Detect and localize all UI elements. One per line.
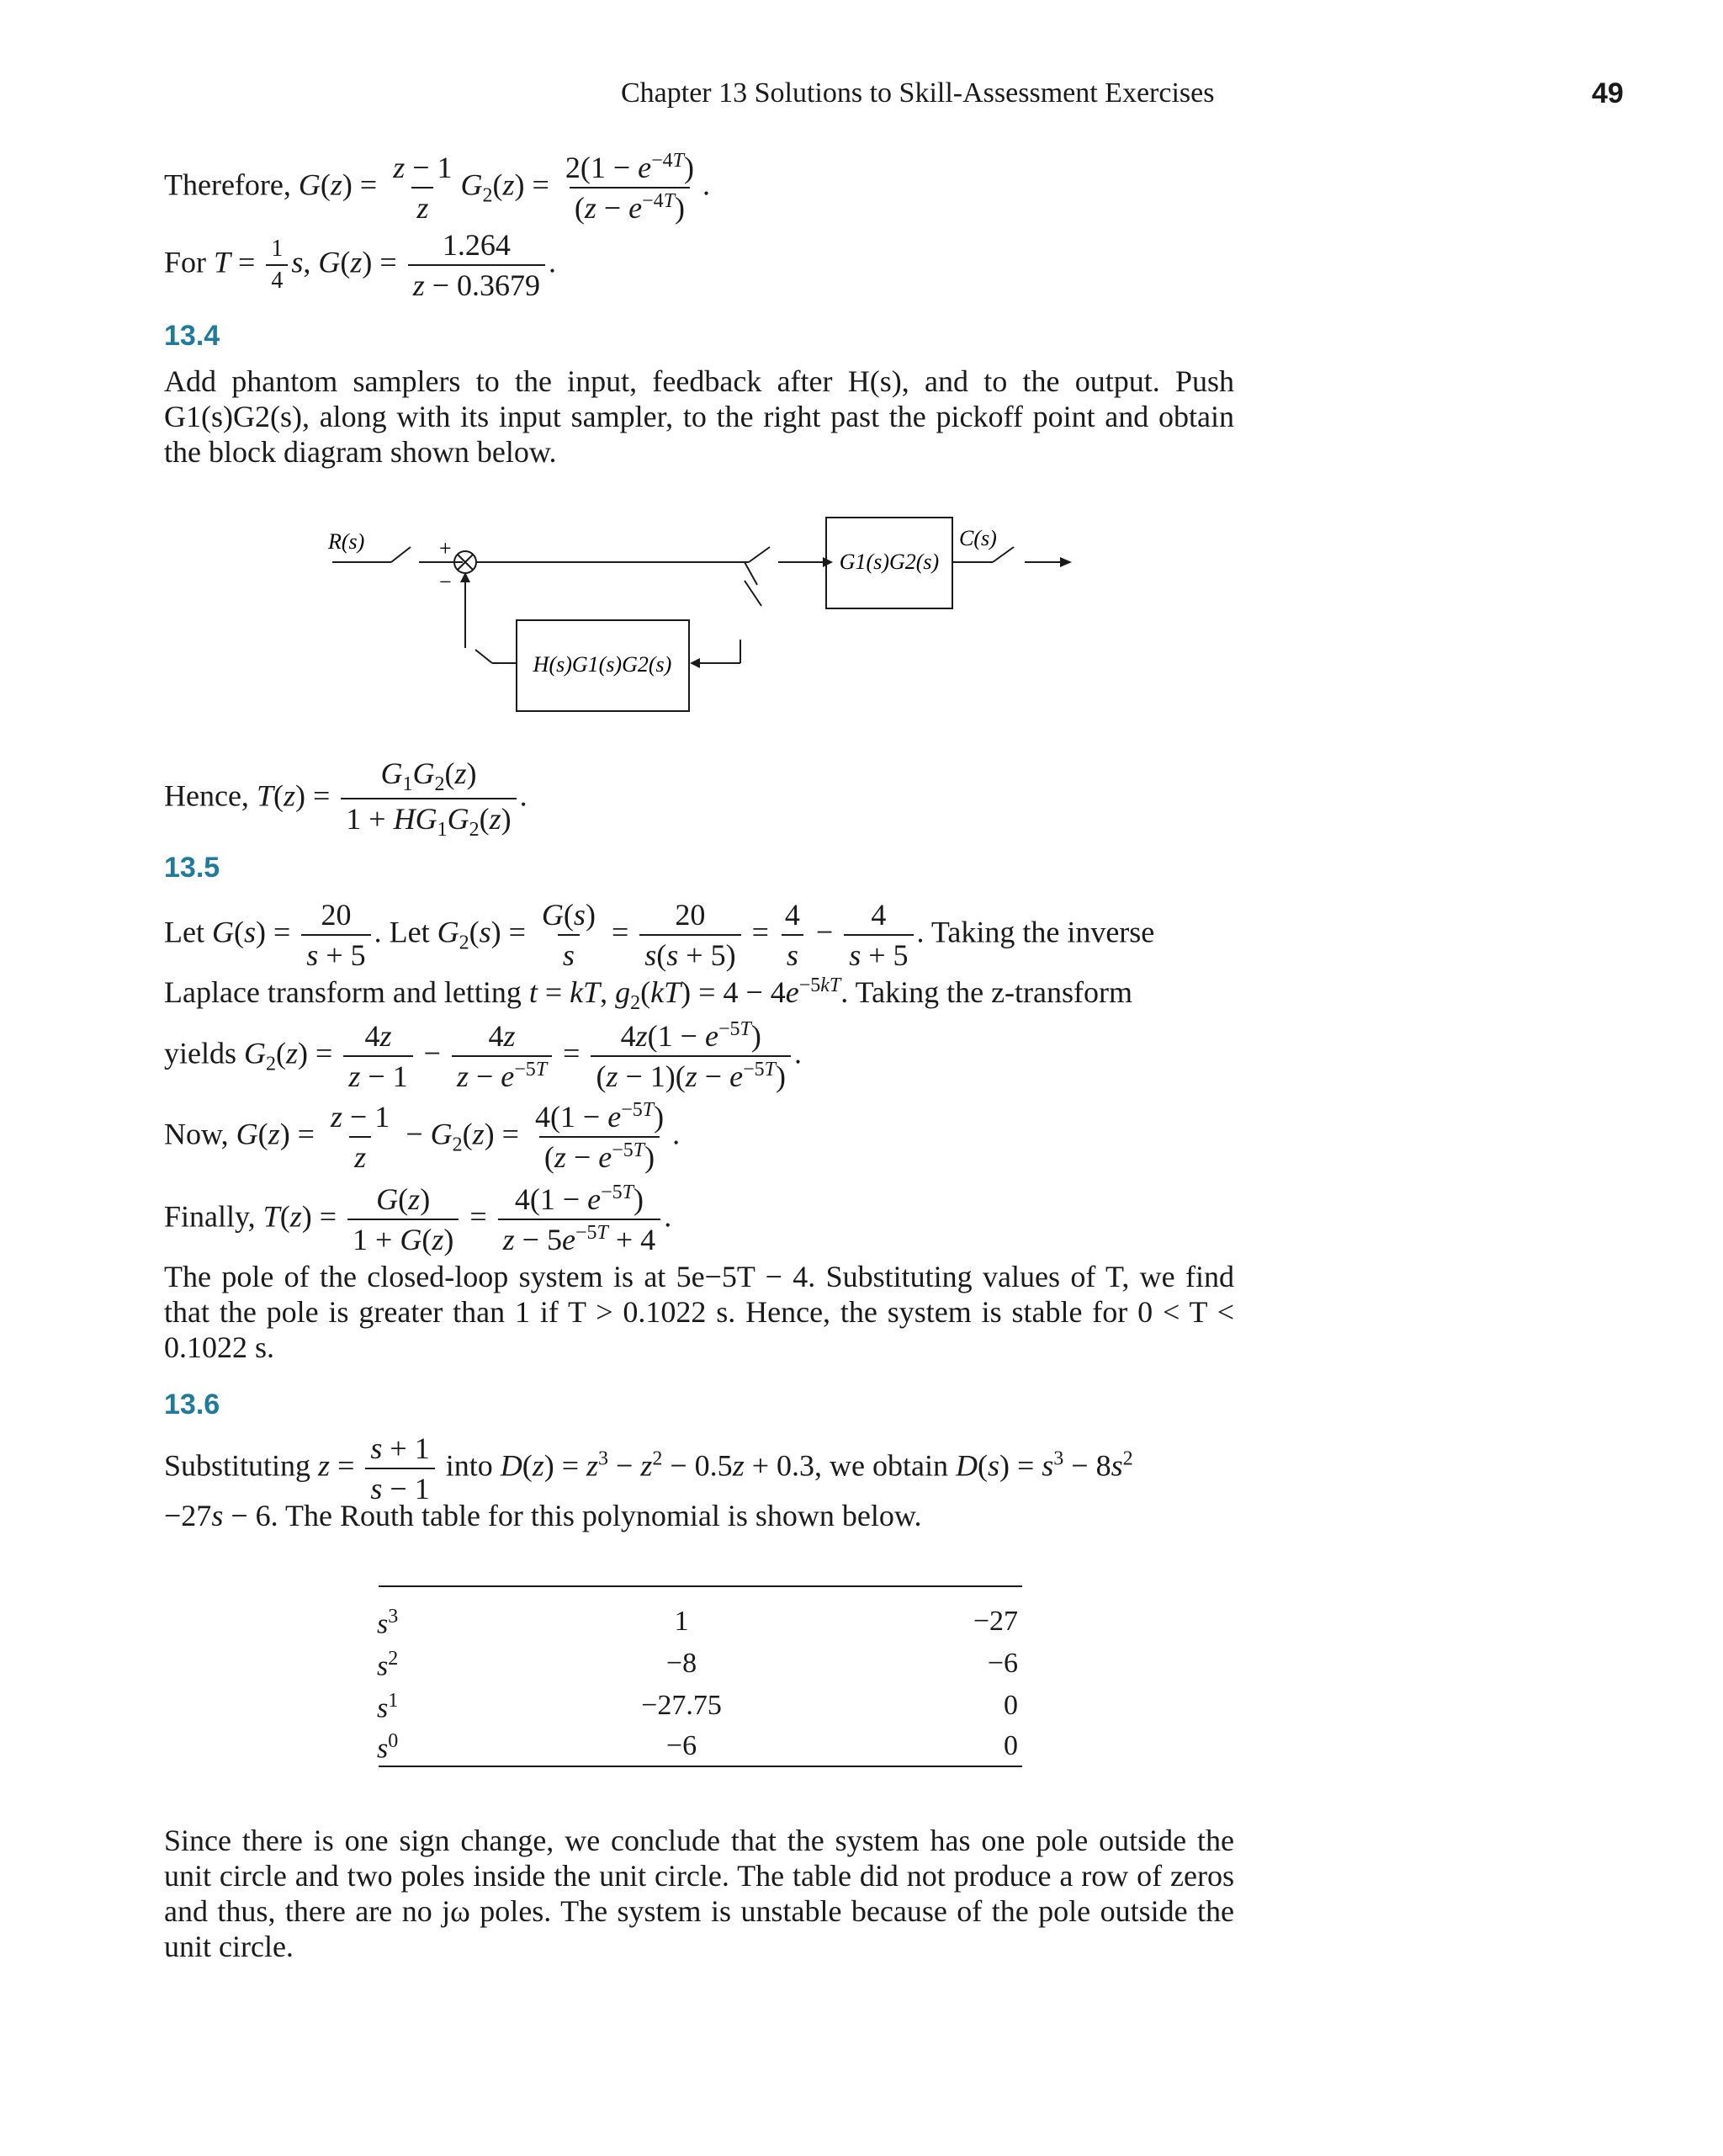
equation-g-z-numeric: For T = $\frac{1}{4}$ s, G(z) = $\frac{1.264}{z - 0.3679}$ . (164, 228, 557, 302)
section-heading-13-4: 13.4 (164, 320, 220, 352)
routh-cell: −8 (665, 1648, 697, 1679)
section-13-5-pole-text: The pole of the closed-loop system is at 5e−5T − 4. Substituting values of T, we find that the pole is greater than 1 if T > 0.1022 s. Hence, the system is stable for 0 < T < 0.1022 s. (164, 1260, 1234, 1364)
arrow-to-feedback-block (690, 658, 700, 668)
section-heading-13-6: 13.6 (164, 1389, 220, 1421)
routh-table-top-rule (379, 1585, 1022, 1587)
plus-sign: + (439, 536, 452, 560)
equation-inverse-laplace: Laplace transform and letting t = kT, $g_2(kT) = 4 - 4e^{-5kT}$. Taking the z-transform (164, 974, 1132, 1015)
forward-block-label: G1(s)G2(s) (839, 550, 940, 574)
minus-sign: − (439, 570, 452, 594)
equation-t-z: Hence, T(z) = $\frac{G_1G_2(z)}{1 + HG_1G_2(z)}$ . (164, 757, 528, 842)
equation-d-s-continued: −27s − 6. The Routh table for this polynomial is shown below. (164, 1499, 922, 1532)
equation-substitution: Substituting z = $\frac{s + 1}{s - 1}$ into $D(z) = z^3 - z^2 - 0.5z + 0.3$, we obtain $D(s) = s^3 - 8s^2$ (164, 1431, 1133, 1505)
routh-table-bottom-rule (379, 1766, 1022, 1767)
routh-row-label: $s^2$ (377, 1648, 399, 1682)
equation-now-g-z: Now, G(z) = $\frac{z - 1}{z}$ − $G_2(z)$ = $\frac{4(1 - e^{-5T})}{(z - e^{-5T})}$ . (164, 1099, 681, 1174)
forward-sampler (749, 547, 770, 562)
arrow-to-junction (460, 572, 470, 582)
routh-cell: 0 (1004, 1730, 1018, 1761)
section-13-4-text: Add phantom samplers to the input, feedback after H(s), and to the output. Push G1(s)G2(s), along with its input sampler, to the right past the pickoff point and obtain the block diagram shown below. (164, 364, 1234, 469)
routh-cell: 1 (674, 1606, 689, 1637)
running-header: Chapter 13 Solutions to Skill-Assessment Exercises (621, 77, 1215, 109)
block-diagram (311, 505, 1094, 724)
routh-row-label: $s^3$ (377, 1606, 399, 1640)
input-label: R(s) (328, 529, 365, 554)
arrow-to-forward-block (823, 557, 833, 567)
output-arrow (1060, 557, 1072, 567)
feedback-block-label: H(s)G1(s)G2(s) (533, 652, 672, 677)
routh-row-label: $s^0$ (377, 1730, 399, 1765)
routh-cell: 0 (1004, 1690, 1018, 1721)
feedback-sampler (745, 581, 761, 606)
feedback-output-sampler (475, 650, 492, 663)
equation-let-g-s: Let G(s) = $\frac{20}{s + 5}$ . Let $G_2(s)$ = $\frac{G(s)}{s}$ = $\frac{20}{s(s + 5)}$ = $\frac{4}{s}$ − $\frac{4}{s + 5}$ . Taking the inverse (164, 898, 1155, 972)
routh-cell: −6 (987, 1648, 1018, 1679)
input-sampler (391, 547, 411, 562)
equation-g-z: Therefore, G(z) = $\frac{z - 1}{z}$ $G_2(z)$ = $\frac{2(1 - e^{-4T})}{(z - e^{-4T})}$ . (164, 150, 711, 225)
page-number: 49 (1592, 77, 1624, 109)
routh-cell: −27.75 (641, 1690, 722, 1721)
section-heading-13-5: 13.5 (164, 852, 220, 884)
equation-g2-z: yields $G_2(z)$ = $\frac{4z}{z - 1}$ − $\frac{4z}{z - e^{-5T}}$ = $\frac{4z(1 - e^{-5T})}{(z - 1)(z - e^{-5T})}$ . (164, 1018, 802, 1093)
section-13-6-conclusion: Since there is one sign change, we conclude that the system has one pole outside the unit circle and two poles inside the unit circle. The table did not produce a row of zeros and thus, there are no jω poles. The system is unstable because of the pole outside the unit circle. (164, 1824, 1234, 1963)
routh-cell: −27 (973, 1606, 1018, 1637)
equation-finally-t-z: Finally, T(z) = $\frac{G(z)}{1 + G(z)}$ = $\frac{4(1 - e^{-5T})}{z - 5e^{-5T} + 4}$ . (164, 1182, 672, 1256)
output-label: C(s) (959, 526, 997, 550)
routh-cell: −6 (665, 1730, 697, 1761)
routh-row-label: $s^1$ (377, 1690, 399, 1724)
